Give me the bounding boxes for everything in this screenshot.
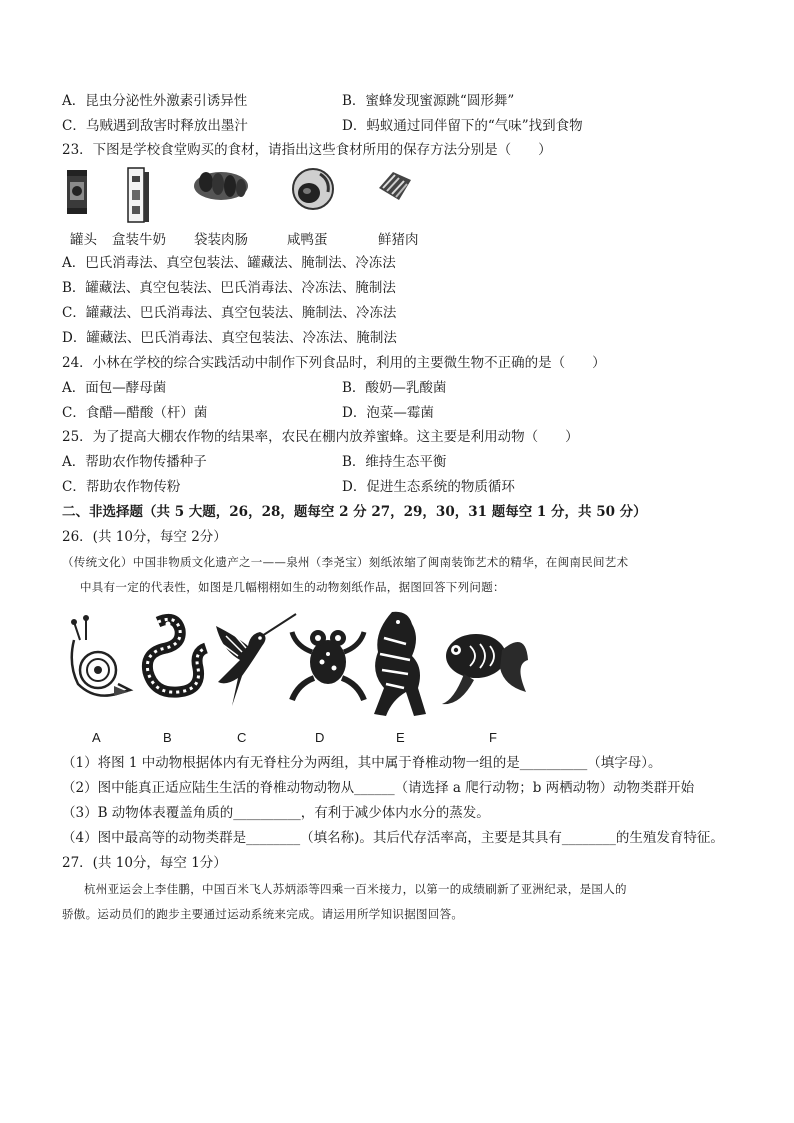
animal-letter-d: D — [315, 730, 325, 745]
food-label-milk: 盒装牛奶 — [112, 232, 166, 248]
q24-stem: 24．小林在学校的综合实践活动中制作下列食品时，利用的主要微生物不正确的是（ ） — [62, 355, 606, 371]
q26-passage-line2: 中具有一定的代表性，如图是几幅栩栩如生的动物刻纸作品，据图回答下列问题： — [80, 580, 505, 594]
animal-letter-e: E — [396, 730, 405, 745]
food-label-can: 罐头 — [70, 232, 97, 248]
q24-option-a: A．面包—酵母菌 — [62, 380, 167, 396]
salted-duck-egg-image — [290, 166, 336, 212]
q25-stem: 25．为了提高大棚农作物的结果率，农民在棚内放养蜜蜂。这主要是利用动物（ ） — [62, 429, 579, 445]
q27-head: 27．(共 10分，每空 1分） — [62, 855, 227, 871]
snail-papercut-image — [64, 614, 134, 704]
q25-option-b: B．维持生态平衡 — [342, 454, 447, 470]
frog-papercut-image — [288, 622, 368, 704]
q26-sub-question-1: （1）将图 1 中动物根据体内有无脊柱分为两组，其中属于脊椎动物一组的是__________（填字母）。 — [62, 755, 662, 771]
q23-stem: 23．下图是学校食堂购买的食材，请指出这些食材所用的保存方法分别是（ ） — [62, 142, 552, 158]
animal-letter-f: F — [489, 730, 497, 745]
q26-sub-question-4: （4）图中最高等的动物类群是________（填名称)。其后代存活率高，主要是其具有________的生殖发育特征。 — [62, 830, 724, 846]
section-2-title: 二、非选择题（共 5 大题，26，28，题每空 2 分 27，29，30，31 题每空 1 分，共 50 分） — [62, 504, 647, 520]
tiger-papercut-image — [362, 608, 432, 720]
hummingbird-papercut-image — [212, 606, 298, 710]
q23-option-a: A．巴氏消毒法、真空包装法、罐藏法、腌制法、冷冻法 — [62, 255, 396, 271]
q25-option-a: A．帮助农作物传播种子 — [62, 454, 207, 470]
food-label-sausage: 袋装肉肠 — [194, 232, 248, 248]
q25-option-d: D．促进生态系统的物质循环 — [342, 479, 515, 495]
q23-option-d: D．罐藏法、巴氏消毒法、真空包装法、冷冻法、腌制法 — [62, 330, 397, 346]
q27-passage-line2: 骄傲。运动员们的跑步主要通过运动系统来完成。请运用所学知识据图回答。 — [62, 907, 464, 921]
q24-option-c: C．食醋—醋酸（杆）菌 — [62, 405, 208, 421]
paper-cut-animals-figure — [62, 606, 532, 724]
fresh-pork-image — [375, 166, 415, 206]
q24-option-b: B．酸奶—乳酸菌 — [342, 380, 447, 396]
q23-option-c: C．罐藏法、巴氏消毒法、真空包装法、腌制法、冷冻法 — [62, 305, 397, 321]
q25-option-c: C．帮助农作物传粉 — [62, 479, 181, 495]
animal-letter-b: B — [163, 730, 172, 745]
q26-sub-question-3: （3）B 动物体表覆盖角质的__________，有利于减少体内水分的蒸发。 — [62, 805, 490, 821]
animal-letter-c: C — [237, 730, 247, 745]
boxed-milk-image — [124, 166, 152, 224]
q26-passage-line1: （传统文化）中国非物质文化遗产之一——泉州（李尧宝）刻纸浓缩了闽南装饰艺术的精华，在闽南民间艺术 — [62, 555, 629, 569]
q26-sub-question-2: （2）图中能真正适应陆生生活的脊椎动物动物从______（请选择 a 爬行动物；b 两栖动物）动物类群开始 — [62, 780, 695, 796]
animal-letter-a: A — [92, 730, 101, 745]
q23-option-b: B．罐藏法、真空包装法、巴氏消毒法、冷冻法、腌制法 — [62, 280, 396, 296]
canned-food-image — [64, 166, 90, 218]
q22-option-d: D．蚂蚁通过同伴留下的“气味”找到食物 — [342, 118, 583, 134]
q22-option-a: A．昆虫分泌性外激素引诱异性 — [62, 93, 248, 109]
q27-passage-line1: 杭州亚运会上李佳鹏，中国百米飞人苏炳添等四乘一百米接力，以第一的成绩刷新了亚洲纪录，是国人的 — [84, 882, 627, 896]
snake-papercut-image — [136, 612, 216, 706]
bagged-sausage-image — [192, 166, 250, 206]
q23-food-images — [62, 166, 462, 224]
goldfish-papercut-image — [434, 620, 530, 710]
food-label-pork: 鲜猪肉 — [378, 232, 419, 248]
q26-head: 26．(共 10分，每空 2分） — [62, 529, 227, 545]
q22-option-b: B．蜜蜂发现蜜源跳“圆形舞” — [342, 93, 515, 109]
q24-option-d: D．泡菜—霉菌 — [342, 405, 434, 421]
q22-option-c: C．乌贼遇到敌害时释放出墨汁 — [62, 118, 248, 134]
food-label-egg: 咸鸭蛋 — [287, 232, 328, 248]
